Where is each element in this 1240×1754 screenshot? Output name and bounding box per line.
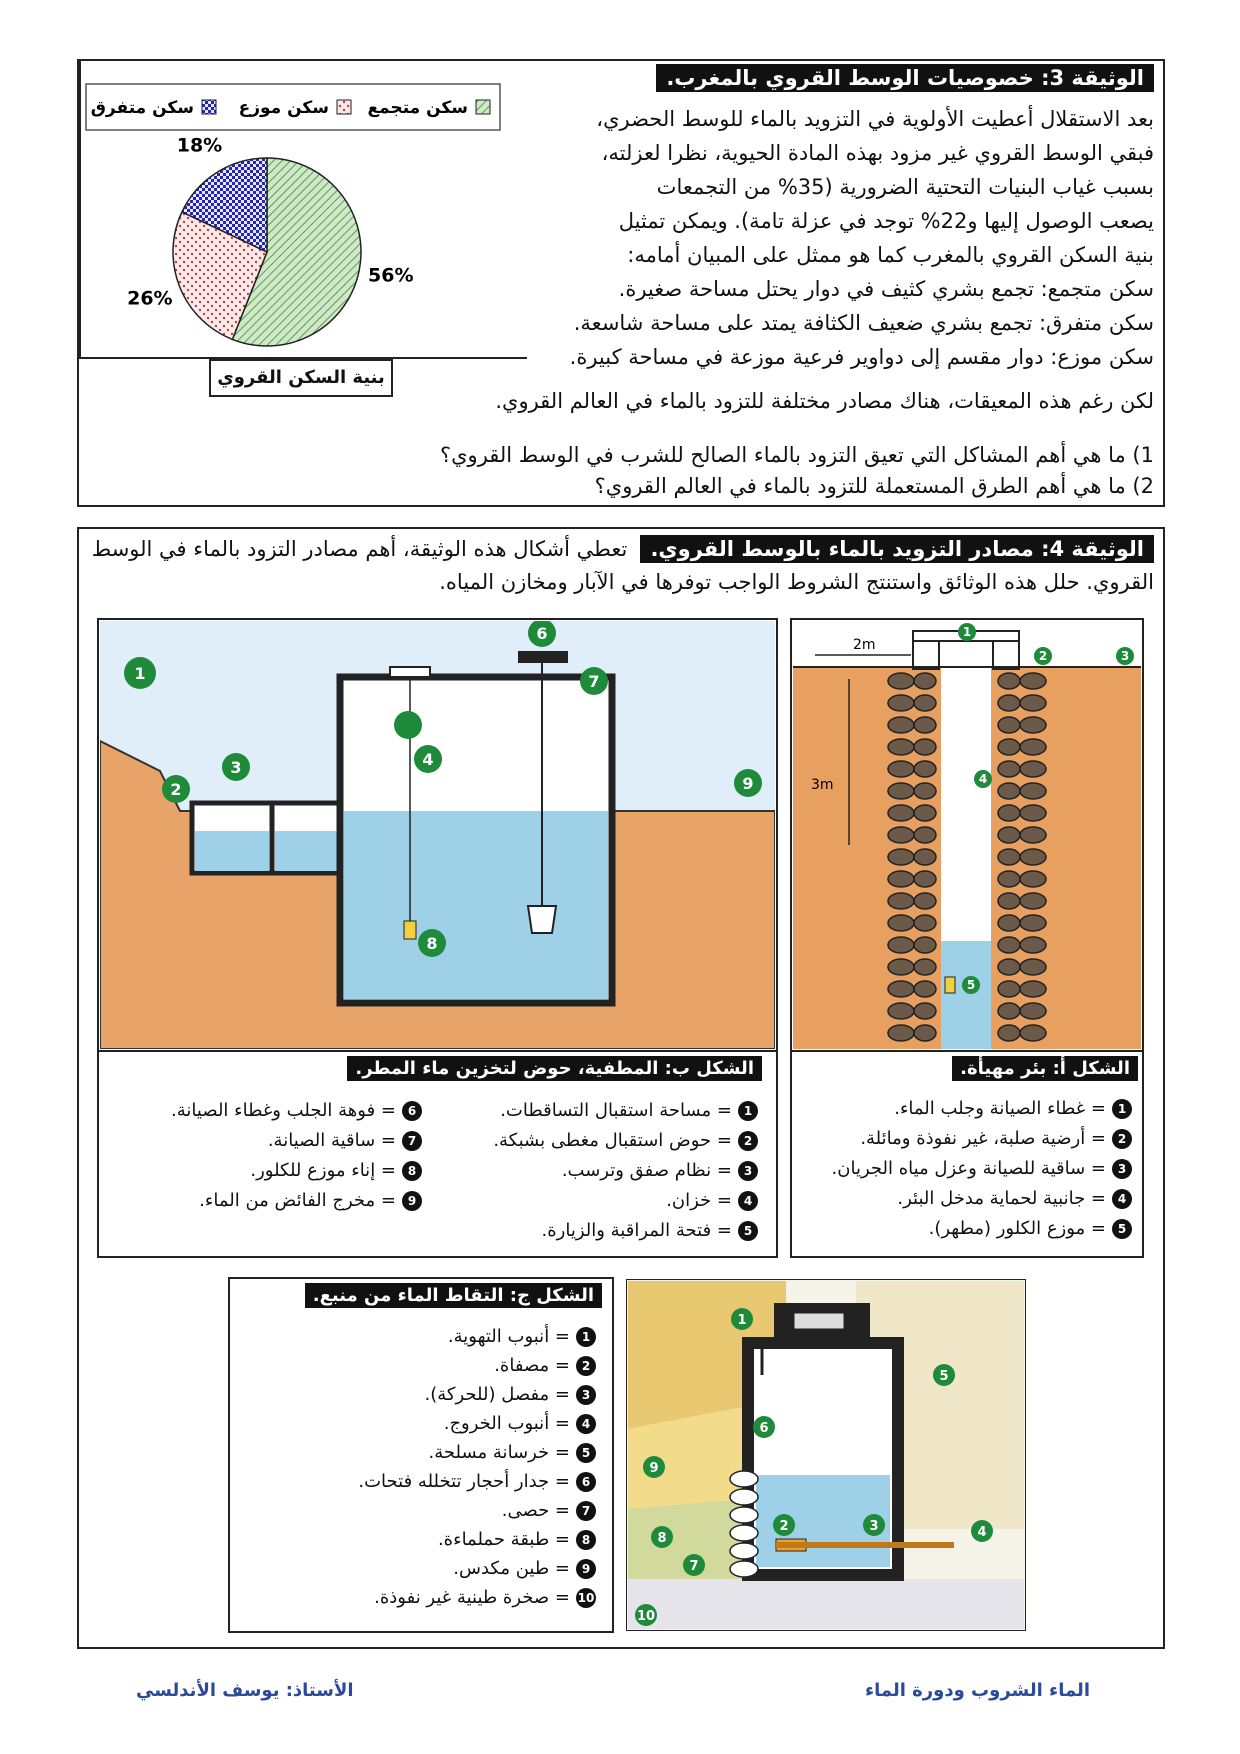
fig-b-marker-1: 1 bbox=[134, 664, 146, 683]
air-vent-grid bbox=[794, 1313, 844, 1329]
fig-c-illustration bbox=[626, 1279, 1026, 1631]
fig-a-marker-5: 5 bbox=[966, 978, 976, 992]
fig-c-legend bbox=[358, 1322, 596, 1612]
doc3-line: سكن موزع: دوار مقسم إلى دواوير فرعية موزعة في مساحة كبيرة. bbox=[569, 345, 1154, 369]
fig-b-marker-8: 8 bbox=[426, 934, 438, 953]
fig-b-marker-6: 6 bbox=[536, 624, 548, 643]
doc3-conclusion: لكن رغم هذه المعيقات، هناك مصادر مختلفة للتزود بالماء في العالم القروي. bbox=[495, 389, 1154, 413]
doc3-title: الوثيقة 3: خصوصيات الوسط القروي بالمغرب. bbox=[656, 64, 1154, 92]
fig-b-legend-item: 6= فوهة الجلب وغطاء الصيانة. bbox=[171, 1096, 422, 1126]
legend-label-distributed: سكن موزع bbox=[238, 98, 329, 118]
fig-a-legend-item: 3= ساقية للصيانة وعزل مياه الجريان. bbox=[832, 1154, 1132, 1184]
fig-a-marker-1: 1 bbox=[962, 625, 972, 639]
fig-b-legend-item: 3= نظام صفق وترسب. bbox=[493, 1156, 758, 1186]
draw-opening bbox=[518, 651, 568, 663]
pie-label-scattered: 18% bbox=[176, 134, 223, 157]
chart-caption: بنية السكن القروي bbox=[209, 359, 393, 397]
fig-a-marker-3: 3 bbox=[1120, 649, 1130, 663]
fig-c-marker-5: 5 bbox=[939, 1369, 949, 1384]
doc3-line: بنية السكن القروي بالمغرب كما هو ممثل على المبيان أمامه: bbox=[627, 243, 1154, 267]
pie-label-distributed: 26% bbox=[127, 287, 173, 310]
fig-a-marker-4: 4 bbox=[978, 772, 988, 786]
fig-a-legend-item: 2= أرضية صلبة، غير نفوذة ومائلة. bbox=[832, 1124, 1132, 1154]
fig-b-legend-item: 9= مخرج الفائض من الماء. bbox=[171, 1186, 422, 1216]
doc3-question-1: 1) ما هي أهم المشاكل التي تعيق التزود بالماء الصالح للشرب في الوسط القروي؟ bbox=[439, 443, 1154, 467]
fig-c-marker-7: 7 bbox=[689, 1559, 699, 1574]
pie-label-grouped: 56% bbox=[368, 264, 414, 287]
fig-b-legend-item: 2= حوض استقبال مغطى بشبكة. bbox=[493, 1126, 758, 1156]
fig-a-marker-2: 2 bbox=[1038, 649, 1048, 663]
fig-c-marker-8: 8 bbox=[657, 1531, 667, 1546]
fig-b-caption: الشكل ب: المطفية، حوض لتخزين ماء المطر. bbox=[347, 1056, 762, 1081]
footer-course-title: الماء الشروب ودورة الماء bbox=[864, 1680, 1090, 1701]
legend-label-scattered: سكن متفرق bbox=[90, 98, 194, 118]
fig-c-marker-1: 1 bbox=[737, 1313, 747, 1328]
fig-a-illustration bbox=[793, 621, 1141, 1049]
doc4-intro-1: تعطي أشكال هذه الوثيقة، أهم مصادر التزود بالماء في الوسط bbox=[91, 537, 628, 561]
fig-b-legend-item: 7= ساقية الصيانة. bbox=[171, 1126, 422, 1156]
fig-b-divider bbox=[97, 1050, 778, 1052]
doc3-paragraph bbox=[514, 102, 1154, 374]
well-rim-left bbox=[913, 641, 939, 669]
fig-b-legend-item: 8= إناء موزع للكلور. bbox=[171, 1156, 422, 1186]
stone-wall-left bbox=[888, 673, 936, 1041]
fig-c-legend-item: 2= مصفاة. bbox=[358, 1351, 596, 1380]
legend-swatch-distributed bbox=[337, 100, 351, 114]
fig-c-legend-item: 3= مفصل (للحركة). bbox=[358, 1380, 596, 1409]
main-tank-water bbox=[344, 811, 608, 999]
fig-c-legend-item: 5= خرسانة مسلحة. bbox=[358, 1438, 596, 1467]
fig-b-legend-item: 4= خزان. bbox=[493, 1186, 758, 1216]
doc3-line: بسبب غياب البنيات التحتية الضرورية (35% من التجمعات bbox=[656, 175, 1154, 199]
doc3-line: يصعب الوصول إليها و22% توجد في عزلة تامة). ويمكن تمثيل bbox=[618, 209, 1154, 233]
doc3-line: بعد الاستقلال أعطيت الأولوية في التزويد بالماء للوسط الحضري، bbox=[596, 107, 1154, 131]
doc3-line: سكن متجمع: تجمع بشري كثيف في دوار يحتل مساحة صغيرة. bbox=[618, 277, 1154, 301]
width-dimension-label: 2m bbox=[853, 637, 876, 653]
impermeable-rock bbox=[628, 1579, 1024, 1629]
doc4-intro-2: القروي. حلل هذه الوثائق واستنتج الشروط الواجب توفرها في الآبار ومخازن المياه. bbox=[439, 570, 1154, 594]
fig-b-marker-9: 9 bbox=[742, 774, 754, 793]
doc4-title-line bbox=[92, 532, 1154, 566]
well-rim-right bbox=[993, 641, 1019, 669]
fig-b-legend-left bbox=[171, 1096, 422, 1216]
depth-dimension-label: 3m bbox=[811, 777, 834, 793]
fig-c-legend-item: 8= طبقة حملماءة. bbox=[358, 1525, 596, 1554]
fig-c-caption: الشكل ج: التقاط الماء من منبع. bbox=[305, 1283, 602, 1308]
basin-1-water bbox=[195, 831, 269, 871]
footer-teacher: الأستاذ: يوسف الأندلسي bbox=[136, 1680, 354, 1701]
pie-slices bbox=[173, 158, 361, 346]
fig-a-divider bbox=[790, 1050, 1144, 1052]
legend-swatch-scattered bbox=[202, 100, 216, 114]
fig-c-marker-4: 4 bbox=[977, 1525, 987, 1540]
fig-b-marker-2: 2 bbox=[170, 780, 182, 799]
fig-c-marker-3: 3 bbox=[869, 1519, 879, 1534]
legend-label-grouped: سكن متجمع bbox=[367, 98, 468, 118]
fig-c-marker-9: 9 bbox=[649, 1461, 659, 1476]
fig-b-marker-3: 3 bbox=[230, 758, 242, 777]
fig-b-legend-right bbox=[493, 1096, 758, 1246]
doc3-question-2: 2) ما هي أهم الطرق المستعملة للتزود بالماء في العالم القروي؟ bbox=[594, 474, 1154, 498]
fig-a-legend-item: 1= غطاء الصيانة وجلب الماء. bbox=[832, 1094, 1132, 1124]
pie-chart bbox=[82, 80, 522, 356]
stone-wall-right bbox=[998, 673, 1046, 1041]
fig-c-legend-item: 1= أنبوب التهوية. bbox=[358, 1322, 596, 1351]
fig-c-marker-10: 10 bbox=[636, 1609, 656, 1624]
fig-c-legend-item: 4= أنبوب الخروج. bbox=[358, 1409, 596, 1438]
fig-b-legend-item: 1= مساحة استقبال التساقطات. bbox=[493, 1096, 758, 1126]
well-water bbox=[941, 941, 991, 1049]
fig-c-legend-item: 9= طين مكدس. bbox=[358, 1554, 596, 1583]
fig-b-marker-4: 4 bbox=[422, 750, 434, 769]
fig-b-illustration bbox=[100, 621, 775, 1049]
chlorinator-icon bbox=[945, 977, 955, 993]
fig-a-legend-item: 4= جانبية لحماية مدخل البئر. bbox=[832, 1184, 1132, 1214]
fig-b-legend-item: 5= فتحة المراقبة والزيارة. bbox=[493, 1216, 758, 1246]
legend-swatch-grouped bbox=[476, 100, 490, 114]
fig-a-legend-item: 5= موزع الكلور (مطهر). bbox=[832, 1214, 1132, 1244]
fig-a-caption: الشكل أ: بئر مهيأة. bbox=[952, 1056, 1138, 1081]
fig-c-legend-item: 10= صخرة طينية غير نفوذة. bbox=[374, 1587, 595, 1608]
fig-c-legend-item: 6= جدار أحجار تتخلله فتحات. bbox=[358, 1467, 596, 1496]
clay-layer bbox=[628, 1499, 746, 1589]
doc3-line: فبقي الوسط القروي غير مزود بهذه المادة الحيوية، نظرا لعزلته، bbox=[601, 141, 1154, 165]
inspection-hatch bbox=[390, 667, 430, 677]
fig-c-legend-item: 7= حصى. bbox=[358, 1496, 596, 1525]
fig-c-marker-2: 2 bbox=[779, 1519, 789, 1534]
chlorine-pot-icon bbox=[404, 921, 416, 939]
doc3-line: سكن متفرق: تجمع بشري ضعيف الكثافة يمتد على مساحة شاسعة. bbox=[573, 311, 1154, 335]
fig-b-marker-7: 7 bbox=[588, 672, 600, 691]
bucket-icon bbox=[528, 906, 556, 933]
fig-c-marker-6: 6 bbox=[759, 1421, 769, 1436]
fig-a-legend bbox=[832, 1094, 1132, 1244]
doc4-title: الوثيقة 4: مصادر التزويد بالماء بالوسط القروي. bbox=[640, 535, 1154, 563]
